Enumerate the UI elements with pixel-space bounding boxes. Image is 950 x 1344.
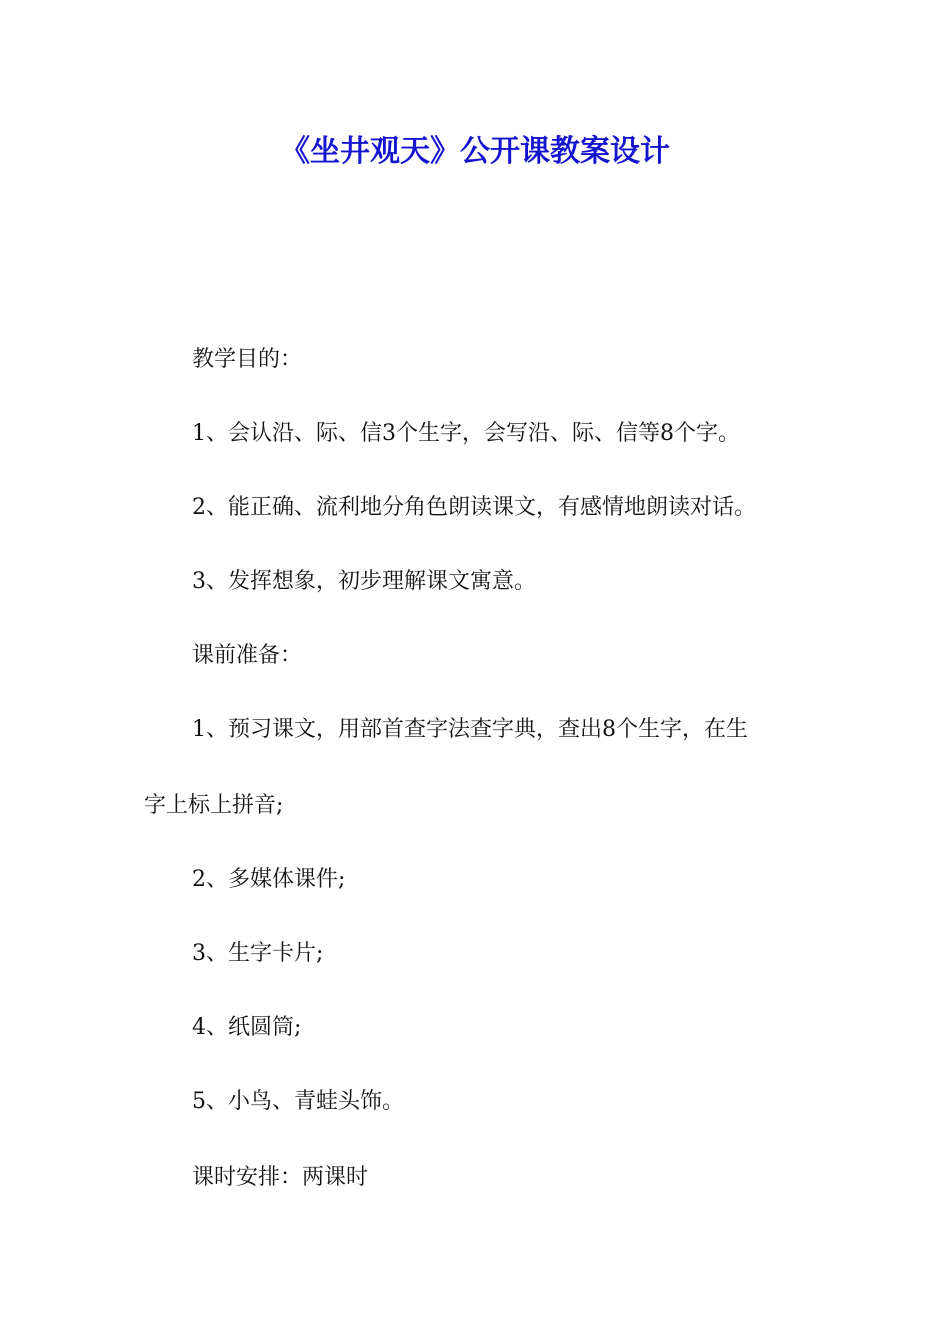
paragraph-line: 3、发挥想象，初步理解课文寓意。 [192, 569, 536, 594]
section-heading-preparation: 课前准备： [192, 643, 303, 668]
section-heading-objectives: 教学目的： [192, 347, 303, 372]
paragraph-line: 5、小鸟、青蛙头饰。 [192, 1089, 404, 1114]
paragraph-line: 1、会认沿、际、信3个生字，会写沿、际、信等8个字。 [192, 421, 740, 446]
paragraph-line: 2、多媒体课件; [192, 867, 346, 892]
document-title: 《坐井观天》公开课教案设计 [280, 134, 670, 169]
section-heading-schedule: 课时安排：两课时 [192, 1165, 369, 1190]
paragraph-line: 2、能正确、流利地分角色朗读课文，有感情地朗读对话。 [192, 495, 756, 520]
paragraph-line-continuation: 字上标上拼音; [144, 793, 284, 818]
paragraph-line: 1、预习课文，用部首查字法查字典，查出8个生字，在生 [192, 717, 748, 742]
paragraph-line: 4、纸圆筒; [192, 1015, 302, 1040]
paragraph-line: 3、生字卡片; [192, 941, 324, 966]
